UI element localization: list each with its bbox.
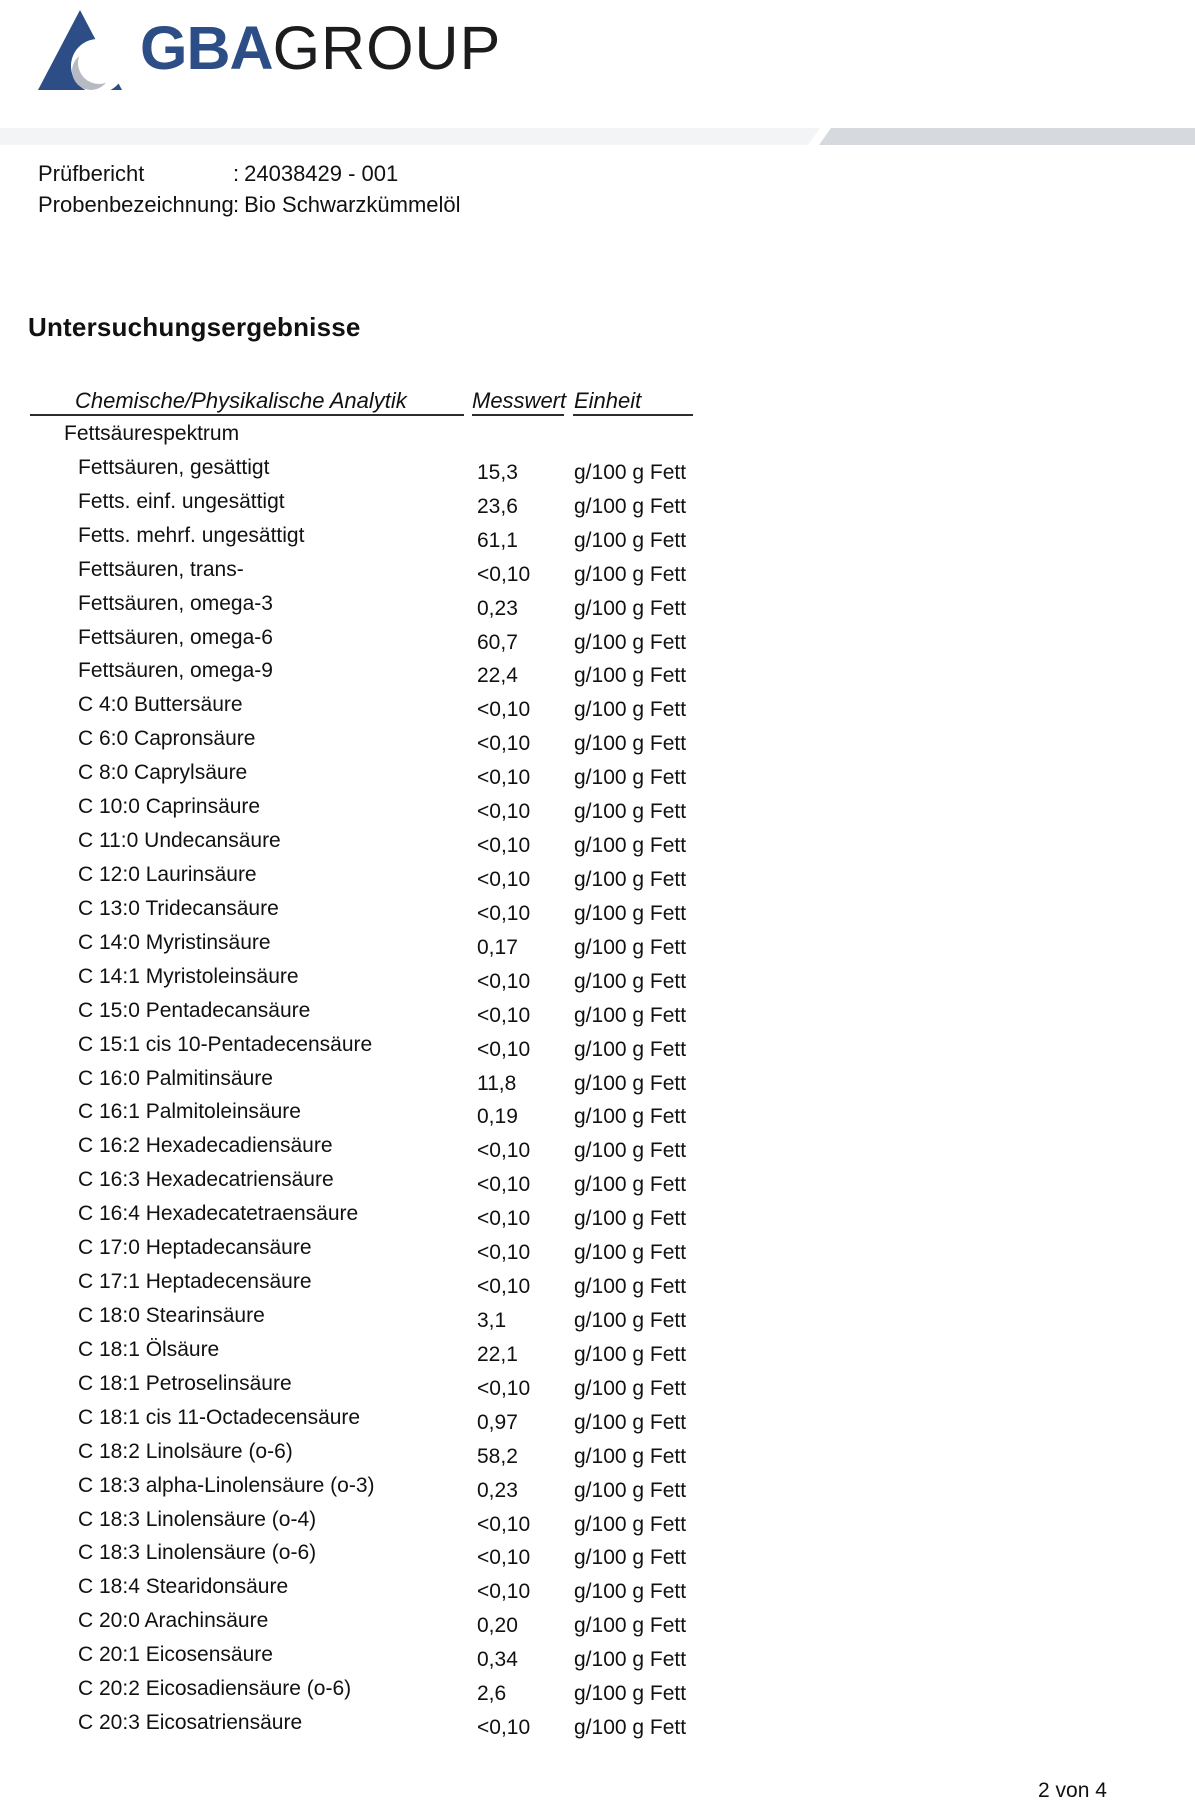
table-row [0, 1100, 760, 1134]
table-row [0, 1440, 760, 1474]
logo-text-gba: GBA [140, 13, 273, 82]
table-row [0, 1575, 760, 1609]
analyte-name: C 4:0 Buttersäure [78, 693, 243, 717]
unit: g/100 g Fett [574, 562, 687, 586]
page-number: 2 von 4 [1038, 1779, 1107, 1802]
sample-name-row [38, 192, 461, 223]
table-row [0, 524, 760, 558]
unit: g/100 g Fett [574, 1614, 687, 1638]
analyte-name: C 16:3 Hexadecatriensäure [78, 1168, 334, 1192]
measured-value: <0,10 [477, 1275, 531, 1299]
analyte-name: Fetts. mehrf. ungesättigt [78, 523, 305, 547]
measured-value: <0,10 [477, 1173, 531, 1197]
measured-value: <0,10 [477, 1512, 531, 1536]
measured-value: 22,4 [477, 664, 518, 688]
analyte-name: Fettsäuren, omega-3 [78, 591, 273, 615]
measured-value: 0,17 [477, 935, 518, 959]
table-row [0, 1372, 760, 1406]
measured-value: <0,10 [477, 698, 531, 722]
table-row [0, 1677, 760, 1711]
measured-value: <0,10 [477, 1207, 531, 1231]
table-row [0, 1406, 760, 1440]
unit: g/100 g Fett [574, 1546, 687, 1570]
table-row [0, 558, 760, 592]
measured-value: <0,10 [477, 867, 531, 891]
sample-name-label: Probenbezeichnung [38, 192, 234, 217]
measured-value: 0,19 [477, 1105, 518, 1129]
unit: g/100 g Fett [574, 1444, 687, 1468]
measured-value: 22,1 [477, 1342, 518, 1366]
analyte-name: C 20:1 Eicosensäure [78, 1643, 273, 1667]
unit: g/100 g Fett [574, 732, 687, 756]
table-row [0, 1643, 760, 1677]
analyte-name: C 18:1 Petroselinsäure [78, 1371, 292, 1395]
header-rule-einheit [573, 414, 693, 416]
measured-value: 60,7 [477, 630, 518, 654]
unit: g/100 g Fett [574, 596, 687, 620]
table-row [0, 829, 760, 863]
logo-triangle-droplet-icon [36, 8, 124, 92]
logo-text-group: GROUP [272, 13, 502, 82]
unit: g/100 g Fett [574, 494, 687, 518]
unit: g/100 g Fett [574, 1580, 687, 1604]
analyte-name: C 20:2 Eicosadiensäure (o-6) [78, 1677, 352, 1701]
table-row [0, 1609, 760, 1643]
table-row [0, 965, 760, 999]
table-row [0, 626, 760, 660]
analyte-name: C 12:0 Laurinsäure [78, 862, 257, 886]
measured-value: <0,10 [477, 1376, 531, 1400]
table-row [0, 1168, 760, 1202]
unit: g/100 g Fett [574, 1037, 687, 1061]
table-row [0, 1474, 760, 1508]
unit: g/100 g Fett [574, 1648, 687, 1672]
unit: g/100 g Fett [574, 1512, 687, 1536]
measured-value: 61,1 [477, 528, 518, 552]
column-header-einheit: Einheit [574, 388, 642, 413]
measured-value: <0,10 [477, 901, 531, 925]
analyte-name: C 11:0 Undecansäure [78, 829, 281, 853]
unit: g/100 g Fett [574, 1003, 687, 1027]
table-row [0, 1338, 760, 1372]
measured-value: <0,10 [477, 1003, 531, 1027]
measured-value: <0,10 [477, 1580, 531, 1604]
column-header-analytik: Chemische/Physikalische Analytik [75, 388, 407, 413]
header-rule-messwert [472, 414, 564, 416]
report-number-value: 24038429 - 001 [244, 161, 399, 186]
unit: g/100 g Fett [574, 1376, 687, 1400]
table-row [0, 1270, 760, 1304]
analyte-name: C 16:4 Hexadecatetraensäure [78, 1202, 359, 1226]
results-table-header [0, 388, 760, 414]
unit: g/100 g Fett [574, 1682, 687, 1706]
unit: g/100 g Fett [574, 867, 687, 891]
measured-value: <0,10 [477, 1139, 531, 1163]
header-accent-bar [0, 128, 1195, 145]
measured-value: 3,1 [477, 1308, 507, 1332]
analyte-name: Fettsäuren, omega-6 [78, 625, 273, 649]
analyte-name: C 8:0 Caprylsäure [78, 761, 248, 785]
table-row [0, 1711, 760, 1745]
measured-value: <0,10 [477, 732, 531, 756]
measured-value: 2,6 [477, 1682, 507, 1706]
table-row [0, 1508, 760, 1542]
unit: g/100 g Fett [574, 1173, 687, 1197]
measured-value: 0,34 [477, 1648, 518, 1672]
table-group-label: Fettsäurespektrum [64, 422, 240, 445]
unit: g/100 g Fett [574, 1275, 687, 1299]
measured-value: 58,2 [477, 1444, 518, 1468]
measured-value: <0,10 [477, 800, 531, 824]
table-row [0, 659, 760, 693]
analyte-name: C 16:2 Hexadecadiensäure [78, 1134, 333, 1158]
analyte-name: C 18:2 Linolsäure (o-6) [78, 1439, 293, 1463]
unit: g/100 g Fett [574, 460, 687, 484]
unit: g/100 g Fett [574, 528, 687, 552]
table-row [0, 795, 760, 829]
analyte-name: Fettsäuren, omega-9 [78, 659, 273, 683]
table-row [0, 727, 760, 761]
unit: g/100 g Fett [574, 935, 687, 959]
analyte-name: C 14:1 Myristoleinsäure [78, 964, 299, 988]
unit: g/100 g Fett [574, 1241, 687, 1265]
analyte-name: C 18:0 Stearinsäure [78, 1303, 265, 1327]
table-row [0, 863, 760, 897]
measured-value: 15,3 [477, 460, 518, 484]
report-number-label: Prüfbericht [38, 161, 145, 186]
unit: g/100 g Fett [574, 1342, 687, 1366]
measured-value: 0,23 [477, 1478, 518, 1502]
table-row [0, 897, 760, 931]
unit: g/100 g Fett [574, 1207, 687, 1231]
table-row [0, 490, 760, 524]
measured-value: <0,10 [477, 969, 531, 993]
unit: g/100 g Fett [574, 1105, 687, 1129]
measured-value: <0,10 [477, 1037, 531, 1061]
unit: g/100 g Fett [574, 1071, 687, 1095]
gba-group-logo [36, 6, 501, 94]
report-meta [38, 161, 461, 223]
unit: g/100 g Fett [574, 1716, 687, 1740]
unit: g/100 g Fett [574, 1410, 687, 1434]
unit: g/100 g Fett [574, 766, 687, 790]
table-row [0, 1067, 760, 1101]
analyte-name: C 6:0 Capronsäure [78, 727, 256, 751]
header-rule-analytik [30, 414, 464, 416]
analyte-name: C 10:0 Caprinsäure [78, 795, 261, 819]
measured-value: 23,6 [477, 494, 518, 518]
analyte-name: Fetts. einf. ungesättigt [78, 489, 285, 513]
measured-value: 0,23 [477, 596, 518, 620]
analyte-name: C 15:0 Pentadecansäure [78, 998, 311, 1022]
column-header-messwert: Messwert [472, 388, 567, 413]
table-row [0, 592, 760, 626]
table-row [0, 1134, 760, 1168]
analyte-name: C 15:1 cis 10-Pentadecensäure [78, 1032, 373, 1056]
analyte-name: Fettsäuren, gesättigt [78, 455, 270, 479]
unit: g/100 g Fett [574, 834, 687, 858]
unit: g/100 g Fett [574, 1478, 687, 1502]
analyte-name: C 14:0 Myristinsäure [78, 930, 271, 954]
analyte-name: C 18:1 Ölsäure [78, 1337, 220, 1361]
unit: g/100 g Fett [574, 664, 687, 688]
analyte-name: C 17:1 Heptadecensäure [78, 1270, 312, 1294]
table-row [0, 1202, 760, 1236]
analyte-name: C 18:4 Stearidonsäure [78, 1575, 289, 1599]
table-row [0, 761, 760, 795]
table-row [0, 422, 760, 456]
table-row [0, 1236, 760, 1270]
results-table-body [0, 422, 760, 1745]
unit: g/100 g Fett [574, 1139, 687, 1163]
unit: g/100 g Fett [574, 969, 687, 993]
measured-value: <0,10 [477, 766, 531, 790]
analyte-name: C 20:3 Eicosatriensäure [78, 1711, 303, 1735]
unit: g/100 g Fett [574, 698, 687, 722]
measured-value: 0,20 [477, 1614, 518, 1638]
meta-colon: : [233, 192, 240, 217]
measured-value: 0,97 [477, 1410, 518, 1434]
unit: g/100 g Fett [574, 1308, 687, 1332]
meta-colon: : [233, 161, 240, 186]
analyte-name: C 16:0 Palmitinsäure [78, 1066, 273, 1090]
logo-wordmark [140, 13, 502, 83]
report-number-row [38, 161, 461, 192]
results-heading: Untersuchungsergebnisse [28, 312, 361, 342]
sample-name-value: Bio Schwarzkümmelöl [244, 192, 461, 217]
table-row [0, 1304, 760, 1338]
analyte-name: C 18:3 alpha-Linolensäure (o-3) [78, 1473, 375, 1497]
analyte-name: C 13:0 Tridecansäure [78, 896, 279, 920]
table-row [0, 931, 760, 965]
measured-value: <0,10 [477, 562, 531, 586]
measured-value: <0,10 [477, 1716, 531, 1740]
measured-value: <0,10 [477, 1546, 531, 1570]
table-row [0, 1541, 760, 1575]
analyte-name: C 18:3 Linolensäure (o-4) [78, 1507, 317, 1531]
measured-value: <0,10 [477, 834, 531, 858]
analyte-name: C 18:3 Linolensäure (o-6) [78, 1541, 317, 1565]
table-row [0, 1033, 760, 1067]
measured-value: <0,10 [477, 1241, 531, 1265]
analyte-name: C 18:1 cis 11-Octadecensäure [78, 1405, 361, 1429]
table-row [0, 999, 760, 1033]
measured-value: 11,8 [477, 1071, 517, 1095]
unit: g/100 g Fett [574, 630, 687, 654]
analyte-name: C 16:1 Palmitoleinsäure [78, 1100, 301, 1124]
analyte-name: Fettsäuren, trans- [78, 557, 244, 581]
analyte-name: C 17:0 Heptadecansäure [78, 1236, 312, 1260]
table-row [0, 456, 760, 490]
analyte-name: C 20:0 Arachinsäure [78, 1609, 269, 1633]
unit: g/100 g Fett [574, 901, 687, 925]
unit: g/100 g Fett [574, 800, 687, 824]
table-row [0, 693, 760, 727]
